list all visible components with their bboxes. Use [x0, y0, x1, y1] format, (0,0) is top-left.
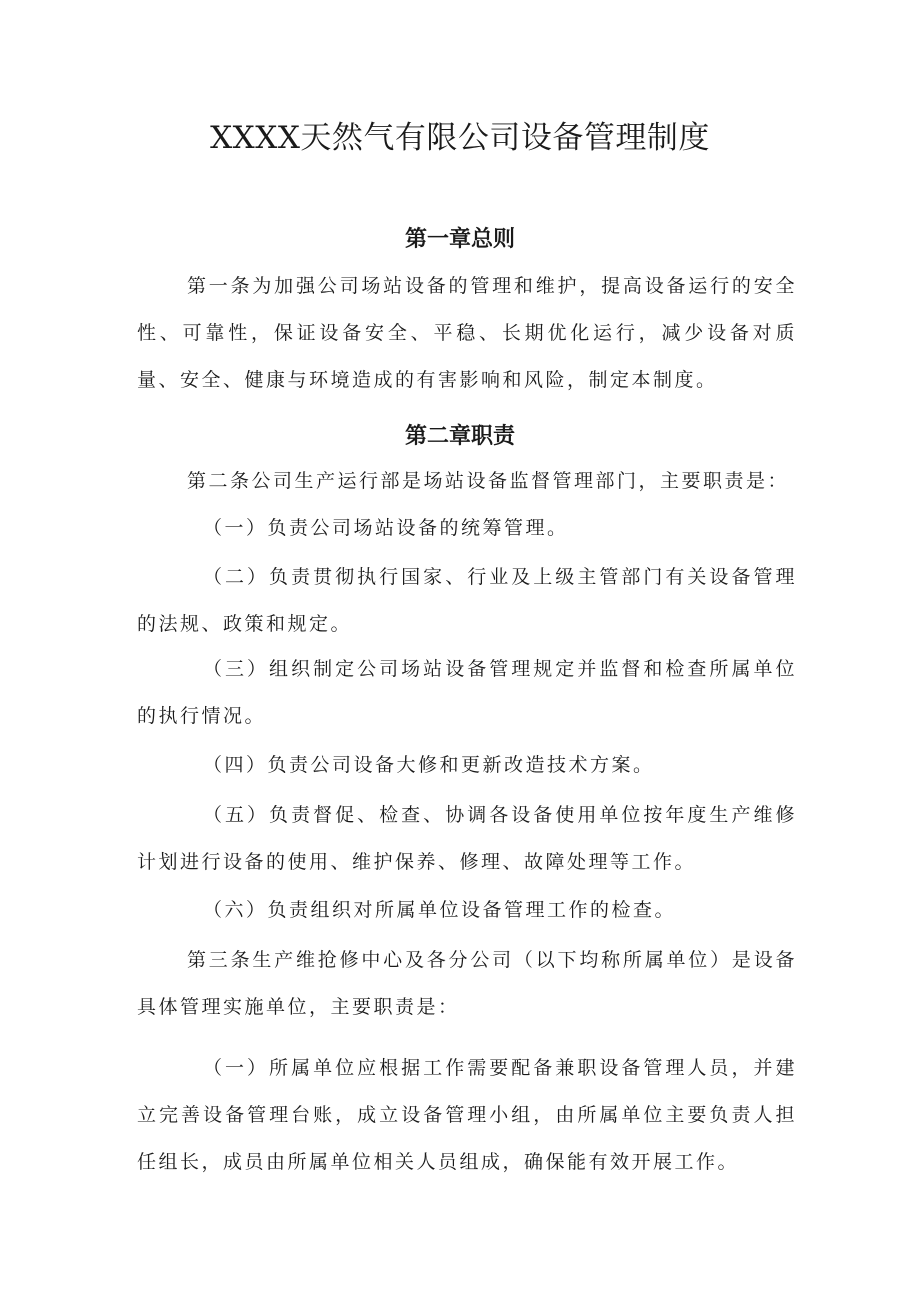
article-2-intro: 第二条公司生产运行部是场站设备监督管理部门，主要职责是： — [187, 470, 790, 492]
document-title: XXXX天然气有限公司设备管理制度 — [210, 120, 710, 156]
article-2-item-1: （一）负责公司场站设备的统筹管理。 — [203, 517, 569, 539]
article-2-item-6: （六）负责组织对所属单位设备管理工作的检查。 — [203, 899, 677, 921]
article-3-item-1: （一）所属单位应根据工作需要配备兼职设备管理人员，并建立完善设备管理台账，成立设备管理小组，由所属单位主要负责人担任组长，成员由所属单位相关人员组成，确保能有效开展工作。 — [137, 1057, 797, 1173]
article-2-item-2: （二）负责贯彻执行国家、行业及上级主管部门有关设备管理的法规、政策和规定。 — [137, 566, 797, 635]
chapter-2-heading: 第二章职责 — [404, 424, 515, 449]
article-3-intro: 第三条生产维抢修中心及各分公司（以下均称所属单位）是设备具体管理实施单位，主要职责是： — [137, 949, 797, 1018]
article-1-paragraph: 第一条为加强公司场站设备的管理和维护，提高设备运行的安全性、可靠性，保证设备安全、平稳、长期优化运行，减少设备对质量、安全、健康与环境造成的有害影响和风险，制定本制度。 — [137, 275, 797, 391]
article-2-item-4: （四）负责公司设备大修和更新改造技术方案。 — [203, 754, 655, 776]
article-2-item-3: （三）组织制定公司场站设备管理规定并监督和检查所属单位的执行情况。 — [137, 658, 797, 727]
article-2-item-5: （五）负责督促、检查、协调各设备使用单位按年度生产维修计划进行设备的使用、维护保养、修理、故障处理等工作。 — [137, 804, 797, 873]
chapter-1-heading: 第一章总则 — [404, 227, 515, 252]
